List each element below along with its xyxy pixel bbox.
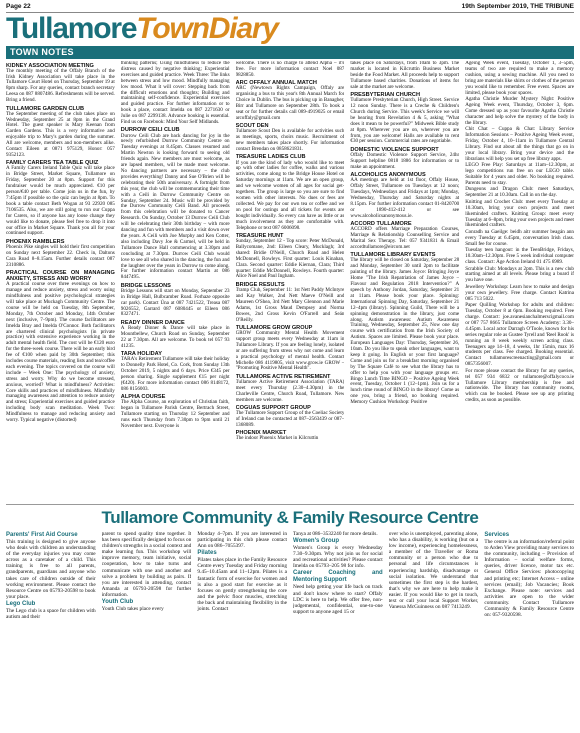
notice-heading: TREASURE LADIES CLUB <box>235 154 306 161</box>
town-notes-column <box>350 61 459 502</box>
section-title: TOWN NOTES <box>6 46 574 59</box>
notice-body: LEGO Free Play: Saturdays at 11am–12.30pm, at lego competitions run free on our LEGO table. Suitable for 4 years and older. No booking required. Parents need to stay. <box>465 162 574 186</box>
resource-centre-columns <box>6 531 574 728</box>
notice-body: Chit Chat – Cuppa & Chat: Library Service Information Sessions – Positive Ageing Week event, Friday, October 4, 10–11am in Tullamore Central Library. Find out about all the things that go on in your local library. Bring your device and the librarians will help you set up free library apps. <box>465 126 574 162</box>
notice-heading: TULLAMORE GARDEN CLUB <box>6 105 84 112</box>
notice-body: Sunday, September 12 - Top score: Peter McDonald, Ballycomane, 2nd: Eileen Cleary, Mucklagh; 3rd shared: Bridie O'Neill, Church Road and Helen McDonnell, Rowleys. First quarter: Louis Kinahan, Clara. Second quarter: Eddie Kiernan, Clara; Third quarter: Eddie McDonnell, Rowleys. Fourth quarter: Alice Noel and Paul Ingham. <box>235 238 345 280</box>
notice-body: Women's Group is every Wednesday 7.30–9.30pm. Why not join us for social and recreational activities? Please contact Imelda on 05793–205 98 for info. <box>293 545 383 570</box>
notice-heading: TULLAMORE GROW GROUP <box>235 324 313 331</box>
notice-body: ACCORD offers Marriage Preparation Courses, Marriage & Relationship Counselling Service and Marital Sex Therapy. Tel: 057 9341831 & Email accordtullamore@eircom.net <box>350 226 460 250</box>
notice-body: welcome. There is no charge to attend Alpha – it's free. For more information contact Noel 087 9828850. <box>235 61 345 78</box>
notice-body: Tanya at 086–3532240 for more details. <box>293 531 378 537</box>
notice-body: Bridge Lessons will start on Monday, September 23 in Bridge Hall, Bulbcamber Road. Forhaze opposite car park). Contact Úna at 087 7421522, Treasa 087 9026552, Garrard 087 6080445 or Eileen 086 8327471. <box>120 287 230 318</box>
notice-body: Monday 4–7pm. If you are interested in participating in this club please contact Ann on 086–7055397. <box>197 531 288 550</box>
notice-heading: ALCOHOLICS ANONYMOUS <box>350 172 426 179</box>
town-notes-columns <box>6 61 574 502</box>
notice-body: over who is unemployed, parenting alone, who has a disability, is working (but on a low income), experiencing homelessness, a member of the Traveller or Roma community or a person who due to personal and life circumstances is experiencing hardship, disadvantage or social isolation. We understand that sometimes the first step is the hardest, that's why we are here to help make it easier. If you would like to get in touch, text or call your local Support Worker, Vanessa McGuinness on 087 7413249. <box>388 531 479 611</box>
notice-body: The Lego club is a space for children with autism and their <box>6 607 96 621</box>
notice-body: Tullamore Active Retirement Association (TARA) meet every Thursday (2.30–4.30pm) in the Charleville Centre, Church Road, Tullamore. New members are welcome. <box>235 378 345 403</box>
notice-body: Conradh na Gaeilge: beidh aítr summer beagán ann every Tuesday at 6.45pm, conversation Irish class. Small fee for course. <box>465 228 574 247</box>
notice-body: This training is designed to give anyone who deals with children an understanding of the everyday injuries you may come across as a caretaker of a child. This training is free to all parents, grandparents, guardians and anyone who takes care of children outside of their working environment. Please contact the Resource Centre on 05793-20598 to book your place. <box>6 539 96 600</box>
notice-body: takes place on Saturdays, from 10am to 3pm. The market is located in Kilcruttin Business Market beside the Food Market. All proceeds help to support Tullamore based charities. Donations of items for sale at the market are welcome. <box>350 61 460 90</box>
notice-heading: FAMILY CARERS TEA TABLE QUIZ <box>6 160 99 167</box>
notice-body: Dungeons and Dragon Club: meet Saturdays, September 21 at 10.30am. Call in on the day. <box>465 186 574 199</box>
notice-heading: BRIDGE LESSONS <box>120 282 171 289</box>
notice-body: For more please contact the library for any queries, tel 057 934 6832 or tullamore@offalycoco.ie Tullamore Library membership is free and nationwide. The library has community rooms, which can be booked. Please see up any printing credits, as soon as possible. <box>465 367 574 404</box>
resource-centre-column <box>484 531 574 728</box>
resource-centre-column <box>197 531 287 728</box>
notice-heading: Pilates <box>197 550 217 557</box>
notice-heading: PRACTICAL COURSE ON MANAGING ANXIETY, STRESS AND WORRY <box>6 270 115 283</box>
notice-heading: Career Coaching and Mentoring Support <box>293 570 383 584</box>
notice-heading: Parents' First Aid Course <box>6 532 78 538</box>
notice-body: Durrow Ceili Club are back dancing for joy in the newly refurbished Durrow Community Centre on Tuesday evenings at 8.45pm. Classes resumed and Martin Newton is looking forward to seeing old friends again. New members are most welcome, as are lapsed members, will be made most welcome. No dancing partners are necessary – the club provides everything! Danny and Sue O'Brien will be celebrating their 50th anniversary. A fortnight from this year, the club will be commemorating their time with a Ceili in Durrow Community Centre on Sunday, September 24. Music will be provided by the Durrow Community Ceili Band. All proceeds from this celebration will be donated to Cancer Research. On Sunday, October 13 Durrow Ceili Club will be celebrating their 30th birthday – with more dancing and fun with members and a visit down over the years. A Ceili with Joe Murphy and Ken Cotter, also including Davy Joe & Carmel, will be held in Tullamore Dance Hall commencing at 3.30pm and concluding at 7.30pm. Durrow Ceili Club would love to see all who shared in the dancing, the fun and the laughter over the years in Durrow to come along. For further information contact Martin at 086 8447495. <box>120 132 230 281</box>
town-notes-column <box>121 61 230 502</box>
notice-body: The centre is an information/referral point to Arden View providing many services to the community, including – Provision of Information – social welfare forms, queries, driver licence, motor tax etc. General Office Services: photocopying and printing etc; Internet Access – online services (email); Job Vacancies; Book Exchange. Please note: services and activities are open to the wider community. Contact Tullamore Community & Family Resource Centre on: 057-9320598. <box>484 539 574 619</box>
notice-heading: PHOENIX RAMBLERS <box>6 238 65 245</box>
resource-centre-column <box>102 531 192 728</box>
notice-body: Youth Club takes place every <box>101 606 164 613</box>
notice-body: thinking patterns; Using mindfulness to reduce the distress caused by negative thinking; Experiential exercises and guided practice. Week Three: The links between stress and low mood. Mindfully managing low mood. What it will cover: Stepping back from the difficult emotions and thoughts; Building and maintaining self-confidence. Experiential exercises and guided practice. For further information or to book a place, contact Imelda on 087 2271630 or Julie on 087 2299138. Advance booking is essential. Find us on Facebook: Mind Your Self Midlands. <box>120 61 230 126</box>
page-number: Page 22 <box>6 3 31 10</box>
resource-centre-title: Tullamore Community & Family Resource Centre <box>101 508 479 527</box>
town-notes-column <box>465 61 574 502</box>
issue-date: 19th September 2019, THE TRIBUNE <box>461 3 574 10</box>
notice-heading: Lego Club <box>6 600 36 607</box>
resource-centre-column <box>6 531 96 728</box>
notice-heading: SCOUT DEN <box>235 123 269 130</box>
notice-heading: TARA HOLIDAY <box>120 351 162 358</box>
notice-body: A practical course over three evenings on how to manage and reduce anxiety, stress and worry using mindfulness and positive psychological strategies will take place at Muckagh Community Centre. The course will be held on Tuesday, 8th September, Monday, 7th October and Monday, 14th October next (inclusive, 7–9pm). The course facilitators are Imelda Bray and Imelda O'Connor. Both facilitators are chartered clinical psychologists (in private practice) with extensive experience working in the adult mental health field. The cost will be €120 euro for the three-week course. There will be an early bird fee of €100 when paid by 30th September; this includes course materials, reading lists and tea/coffee each evening. The topics covered on the course will include – Week One: The psychology of anxiety, stress and worry. Why do we become stressed, anxious, worried? What is mindfulness? Activities: Core skills and practices of mindfulness. Mindfully managing awareness and attention to reduce anxiety and stress; Experiential exercises and guided practice including body scan meditation. Week Two: Mindfulness to manage and reducing anxiety and worry. Typical negative (distorted) <box>6 281 115 424</box>
notice-body: Tullamore Scout Den is available for activities such as meetings, sports, choirs music. Recruitment of new members takes place shortly. For information contact Brendan on 0858621831. <box>235 128 345 153</box>
notice-heading: ARC OFFALY ANNUAL MATCH <box>235 80 317 87</box>
notice-body: Tullamore Presbyterian Church, High Street. Service 12 noon Sunday. There is a Creche & Children's Church during Service. This week's Service we will be hearing from Revelation 4 & 5, asking "What does it mean to be powerful?" Midweek Bible study at 8pm. Wherever you are on, wherever you are from, you are welcome! Halls are available to rent €30 per session. Commercial rates are negotiable. <box>350 97 460 145</box>
masthead <box>6 12 278 46</box>
notice-body: Tramp Club, September 11: 1st Nett Paddy McIntyre and Kay Walker, 2nd Nett Maeve O'Neill and Maureen O'Shea, 3rd Nett Mary Glennon and Marie Adams, 1st Gross Maud Dempsey and Norma Bowes, 2nd Gross Kevin O'Farrell and Seán O'Reilly. <box>235 286 345 323</box>
notice-heading: PHOENIX MARKET <box>235 430 287 437</box>
resource-centre-column <box>389 531 479 728</box>
notice-heading: READY DINNER DANCE <box>120 319 185 326</box>
masthead-towndiary: TownDiary <box>136 12 278 45</box>
notice-body: ARC (Newtown Rights Campaign, Offaly are organising a bus to this year's 8th Annual March for Choice in Dublin. The bus is picking up in Banagher, Birr and Tullamore on September 28th. To book a seat or for further details call 089-4919025 or email arcoffaly@gmail.com <box>235 85 345 121</box>
notice-body: Offaly Domestic Violence Support Service, 24hr Support helpline 0818 1886 for information or to make an appointment. <box>350 151 460 170</box>
divider <box>6 504 574 505</box>
notice-heading: PRESBYTERIAN CHURCH <box>350 92 421 99</box>
notice-body: The September meeting of the club takes place on Wednesday, September 25 at 8pm in the Grand Hotel. The guest speaker is Mary Keenan from Garden Gardens. This is a very informative and enjoyable trip to Mary's garden during the summer. All are welcome, members and non-members alike. Contact Eileen at 0871 975129, Honor: 057 9352123. <box>6 110 115 158</box>
notice-body: A Ready Dinner & Dance will take place in Mountbellew, Church Road on Sunday, September 22 at 7.30pm. All are welcome. To book tel 057 93 41235. <box>120 324 230 349</box>
notice-body: A Family Carers Ireland Table Quiz will take place in Bridge Street, Market Square, Tullamore on Friday, September 20 at 8pm. Support for this fundraiser would be much appreciated. €10 per person/€40 per table. Come join us in the fun, by 7:45pm if possible so the quiz can begin at 8pm. To book a table contact Beth Wogan at 93 22920 085 7106535. Also, we are still going to run our Cuppa for Carers, so if anyone has any loose change they would like to donate, please feel free to drop it into our office in Market Square. Thank you all for your continued support. <box>6 165 115 237</box>
notice-heading: TREASURE HUNT <box>235 232 284 239</box>
notice-heading: TULLAMORE ACTIVE RETIREMENT <box>235 373 331 380</box>
notice-heading: DOMESTIC VIOLENCE SUPPORT <box>350 146 439 153</box>
notice-body: Pilates takes place in the Family Resource Centre every Tuesday and Friday morning 9.45–10.45am and 11–12pm. Pilates is a fantastic form of exercise for women and is also a good start for exercise as it focuses on gently strengthening the core and the pelvic floor muscles, stretching the back and maintaining flexibility in the joints. Contact <box>197 557 288 613</box>
masthead-tullamore: Tullamore <box>6 12 137 45</box>
notice-heading: BRIDGE RESULTS <box>235 281 285 288</box>
notice-heading: ALPHA COURSE <box>120 394 166 401</box>
town-notes-column <box>236 61 345 502</box>
notice-body: The Alpha Course, an exploration of Christian faith, began in Tullamore Parish Centre, Bertrach Street, Tullamore starting on Thursday 12 September and runs each Thursday from 7.30pm to 9pm until 21 November next. Everyone is <box>120 399 230 429</box>
notice-body: Phoenix Pike singles will hold their first competition on Sunday next September 22. Check in, Daltons Cara Road 8–8.15am. Further details contact 087 2310886. <box>6 243 115 268</box>
notice-body: The Tullamore Support Group of the Coeliac Society of Ireland can be contacted at 087–2563439 or 087–1368089. <box>235 410 345 428</box>
notice-heading: TULLAMORE LIBRARY EVENTS <box>350 252 436 259</box>
notice-heading: KIDNEY ASSOCIATION MEETING <box>6 62 94 69</box>
notice-body: Agatha Christie Murder Mystery Night: Positive Ageing Week event, Thursday, October 3, 6pm. Come dressed up as your favourite Agatha Christie character and help solve the mystery of the body in the library. <box>465 96 574 126</box>
notice-body: AA meetings are held at 1st floor, Offaly House, Offaly Street, Tullamore on Tuesdays at 12 noon; Tuesdays, Wednesdays and Fridays at 1pm; Monday, Wednesday, Thursday and Saturday nights at 8.15pm. For further information contact 01-8420700 or 1890-412-412 or see www.alcoholicsanonymous.ie. <box>350 177 460 219</box>
notice-body: The library will be closed on Saturday, September 28 and Monday, September 30 until 2pm to facilitate painting of the library. James Joyce: Bringing Joyce Home "The Irish Repatriation of James Joyce – Flavour and Regulation 2018 Intervention?" A speech by Anthony Jordan, Saturday, September 21 at 11am. Please book your place. Spinning: International Spinning Day, Saturday, September 21 12–4pm (library). Spinning Guild, There will be a spinning demonstration in the library, just come along. Autism awareness: Autism Awareness Training, Wednesday, September 25, Now one day course with certification from the Irish Society of Autism. Spaces are limited. Please book your place. European Languages Day: Thursday, September 26, 10am. Do you like to speak other languages, want to keep it going. In English or your first language? Come and join us for a breakfast morning organised by The Square Café to see what the library has to offer to help you with your language groups etc. Bingo Lunch Time BINGO – Positive Ageing Week event, Tuesday, October 1 (12–1pm). Join us for a lunch time round of BINGO in the library! Come as one you, bring a friend, no booking required. Memory Cushion Workshop: Positive <box>350 257 460 406</box>
notice-heading: COGUAS SUPPORT GROUP <box>235 405 311 412</box>
notice-body: TARA's Retirement Tullamore will take their holiday to Donnelly Park Hotel, Co. Cork, from Sunday 13th October 2019, 5 nights and 6 days. Price €345 per person sharing. Single supplement €15 per night (€420). For more information contact 086 8148172, 086 8156003. <box>120 356 230 392</box>
notice-body: GROW Community Mental Health Movement support group meets every Wednesday at 11am in Tullamore Library. If you are feeling lonely, isolated or are suffering from stress why not come and learn a practical psychology of mental health. Contact Michelle 086 4119805, visit www.grow.ie GROW – "Promoting Positive Mental Health". <box>235 330 345 372</box>
notice-body: Jewellery Workshop: Learn how to make and design your own jewellery. Free charge. Contact Katrina 085 713 5022. <box>465 283 574 302</box>
notice-body: parent to spend quality time together. It has been specifically designed to focus on children's strengths in a social context and make learning fun. This workshop will improve memory, team initiative, social cooperation, how to take turns and communicate with one and another and solve a problem by building as pairs. If you are interested in attending, contact Amanda at 05793-20598 for further information. <box>101 531 192 598</box>
notice-heading: ACCORD TULLAMORE <box>350 221 412 228</box>
notice-body: Tuesday teen hangout: in the TeenBridge, Fridays, 10.30am–12.30pm. Free 5 week individual computer class. Contact: Áge Action Ireland 01 475 6989. <box>465 247 574 266</box>
notice-body: The indoor Phoenix Market in Kilcruttin <box>235 435 319 442</box>
notice-heading: Services <box>484 532 510 538</box>
resource-centre-column <box>293 531 383 728</box>
notice-body: Knitting and Crochet Club: meet every Tuesday at 10.30am, bring your own projects and meet likeminded crafters. Knitting Group: meet every Tuesday at 6–8pm, bring your own projects and meet likeminded crafters. <box>465 198 574 229</box>
notice-body: If you are the kind of lady who would like to meet up with other ladies for coffee, walks and various activities, come along to the Bridge House Hotel on Saturday mornings at 11am. We are an open group, and we welcome women of all ages for social get-togethers. The group is large so you are sure to find women with other interests. No dues or fees are collected. We pay for our own tea or coffee and we on pool for outings and all tickets for events are bought individually. So every can have as little or as much involvement as they are comfortable with. Telephone or text 087 6006098. <box>235 159 345 231</box>
notice-body: Scrabble Club: Mondays at 2pm. This is a new club starting aimed at all levels. Please bring a board if you have one. <box>465 265 574 284</box>
notice-body: Ageing Week event, Tuesday, October 1, 3–5pm, teams of two are required to make a memory cushion, using a sewing machine. All you need to bring are materials like shirts or clothes of the person you would like to remember. Free event. Spaces are limited, please book your spaces. <box>465 61 574 96</box>
notice-heading: Women's Group <box>293 538 339 545</box>
notice-body: The monthly meeting of the Offaly Branch of the Irish Kidney Association will take place in the Tullamore Court Hotel on Thursday, September 19 at 8pm sharp. For any queries, contact branch secretary Leesa on 087 8807486. Refreshments will be served. Bring a friend. <box>6 67 115 104</box>
notice-heading: DURROW CEILI CLUB <box>120 127 180 134</box>
notice-body: Paper Quilling Workshop for adults and children: Tuesday, October 8 at 6pm. Booking required. Free charge. Contact: joe.avanesianchalmerscigmail.com or 087 757 8665 Tullamore Screen Academy: 3.30–4.45pm. Local actor Darragh O'Toole, known for his series regular role as Gustee Tyrell and 'Reel Rook' is running an 8 week weekly screen acting class. Teenagers age 14–18, 4 weeks, 1hr 15min, max 16 students per class. Fee charged. Booking essential. Contact tullamorescreenacting@gmail.com or 0857356007. <box>465 302 574 368</box>
notice-heading: Youth Club <box>101 599 134 606</box>
notice-body: Need help getting your life back on track and don't know where to start? Offaly LDC is here to help. We offer free, non-judgemental, confidential, one-to-one support to anyone aged 15 or <box>293 584 383 615</box>
town-notes-column <box>6 61 115 502</box>
